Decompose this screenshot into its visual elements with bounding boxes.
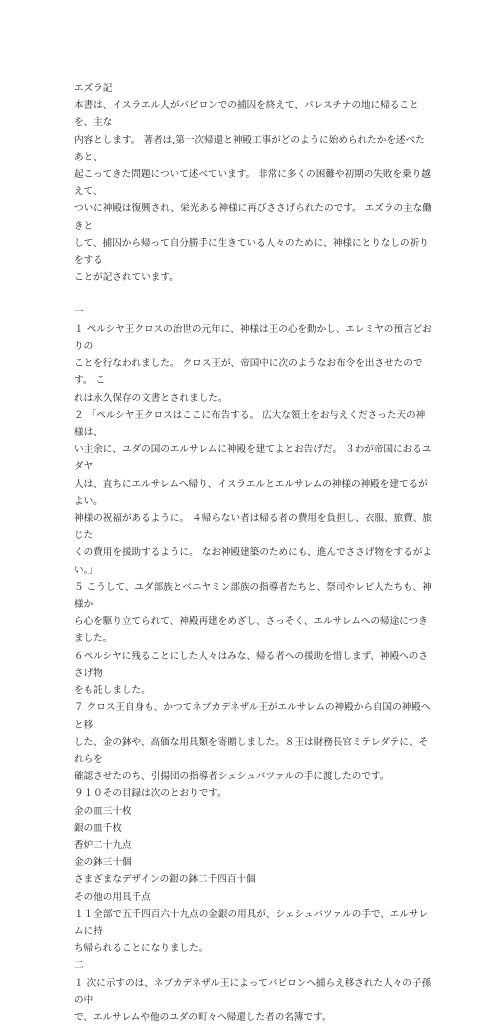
verse-line: くの費用を援助するように。 なお神殿建築のためにも、進んでささげ物をするがよい。」 — [74, 547, 433, 576]
verse-line: ち帰られることになりました。 — [74, 943, 209, 955]
intro-paragraph — [74, 97, 434, 286]
intro-line: ついに神殿は復興され、栄光ある神様に再びささげられたのです。 エズラの主な働きと — [74, 203, 432, 232]
inventory-item: 銀の皿千枚 — [74, 822, 122, 834]
inventory-item: 金の皿三十枚 — [74, 805, 132, 817]
verse-line: １ ペルシヤ王クロスの治世の元年に、神様は王の心を動かし、エレミヤの預言どおりの — [74, 323, 432, 353]
verse-line: 人は、直ちにエルサレムへ帰り、イスラエルとエルサレムの神様の神殿を建てるがよい。 — [74, 478, 428, 507]
blank-line — [74, 286, 434, 303]
document-page — [74, 80, 434, 1026]
verse-line: 神様の祝福があるように。 ４帰らない者は帰る者の費用を負担し、衣服、旅費、旅じた — [74, 513, 433, 542]
verse-line: で、エルサレムや他のユダの町々へ帰還した者の名簿です。 — [74, 1011, 332, 1023]
verse-line: い主余に、ユダの国のエルサレムに神殿を建てよとお告げだ。 ３わが帝国におるユダヤ — [74, 444, 432, 473]
intro-line: して、捕囚から帰って自分勝手に生きている人々のために、神様にとりなしの祈りをする — [74, 237, 429, 267]
verse-line: ら心を駆り立てられて、神殿再建をめざし、さっそく、エルサレムへの帰途につきました。 — [74, 616, 428, 645]
verse-line: ことを行なわれました。 クロス王が、帝国中に次のようなお布令を出させたのです。 こ — [74, 358, 423, 387]
verse-line: １１全部で五千四百六十九点の金銀の用具が、シェシュバツァルの手で、エルサレムに持 — [74, 908, 429, 937]
inventory-item: さまざまなデザインの銀の鉢二千四百十個 — [74, 874, 256, 886]
verse-line: １ 次に示すのは、ネブカデネザル王によってバビロンへ捕らえ移された人々の子孫の中 — [74, 977, 432, 1006]
intro-line: ことが記されています。 — [74, 272, 179, 284]
chapter-heading: 二 — [74, 960, 84, 972]
chapter-2-text — [74, 975, 434, 1026]
inventory-item: 香炉二十九点 — [74, 839, 132, 851]
chapter-heading: 一 — [74, 306, 84, 318]
intro-line: 起こってきた問題について述べています。 非常に多くの困難や初期の失敗を乗り越えて、 — [74, 169, 431, 198]
verse-line: ７ クロス王自身も、かつてネブカデネザル王がエルサレムの神殿から自国の神殿へと移 — [74, 702, 431, 731]
book-title: エズラ記 — [74, 83, 113, 94]
verse-line: した、金の鉢や、高価な用具類を寄贈しました。８王は財務長官ミテレダテに、それらを — [74, 736, 429, 765]
verse-line: ５ こうして、ユダ部族とベニヤミン部族の指導者たちと、祭司やレビ人たちも、神様か — [74, 581, 432, 611]
intro-line: 本書は、イスラエル人がバビロンでの捕囚を終えて、パレスチナの地に帰ることを、主な — [74, 100, 419, 129]
inventory-item: その他の用具千点 — [74, 891, 151, 903]
verse-line: ９１０その目録は次のとおりです。 — [74, 788, 227, 800]
verse-line: ２ 「ペルシヤ王クロスはここに布告する。 広大な領土をお与えくださった天の神様は、 — [74, 409, 426, 439]
verse-line: をも託しました。 — [74, 685, 151, 697]
intro-line: 内容とします。 著者は,第一次帰還と神殿工事がどのように始められたかを述べたあと、 — [74, 134, 425, 163]
verse-line: れは永久保存の文書とされました。 — [74, 392, 228, 404]
chapter-1-text — [74, 321, 434, 958]
inventory-item: 金の鉢三十個 — [74, 857, 132, 869]
verse-line: ６ペルシヤに残ることにした人々はみな、帰る者への援助を惜しまず、神殿へのささげ物 — [74, 650, 428, 679]
verse-line: 確認させたのち、引揚団の指導者シェシュバツァルの手に渡したのです。 — [74, 771, 390, 783]
